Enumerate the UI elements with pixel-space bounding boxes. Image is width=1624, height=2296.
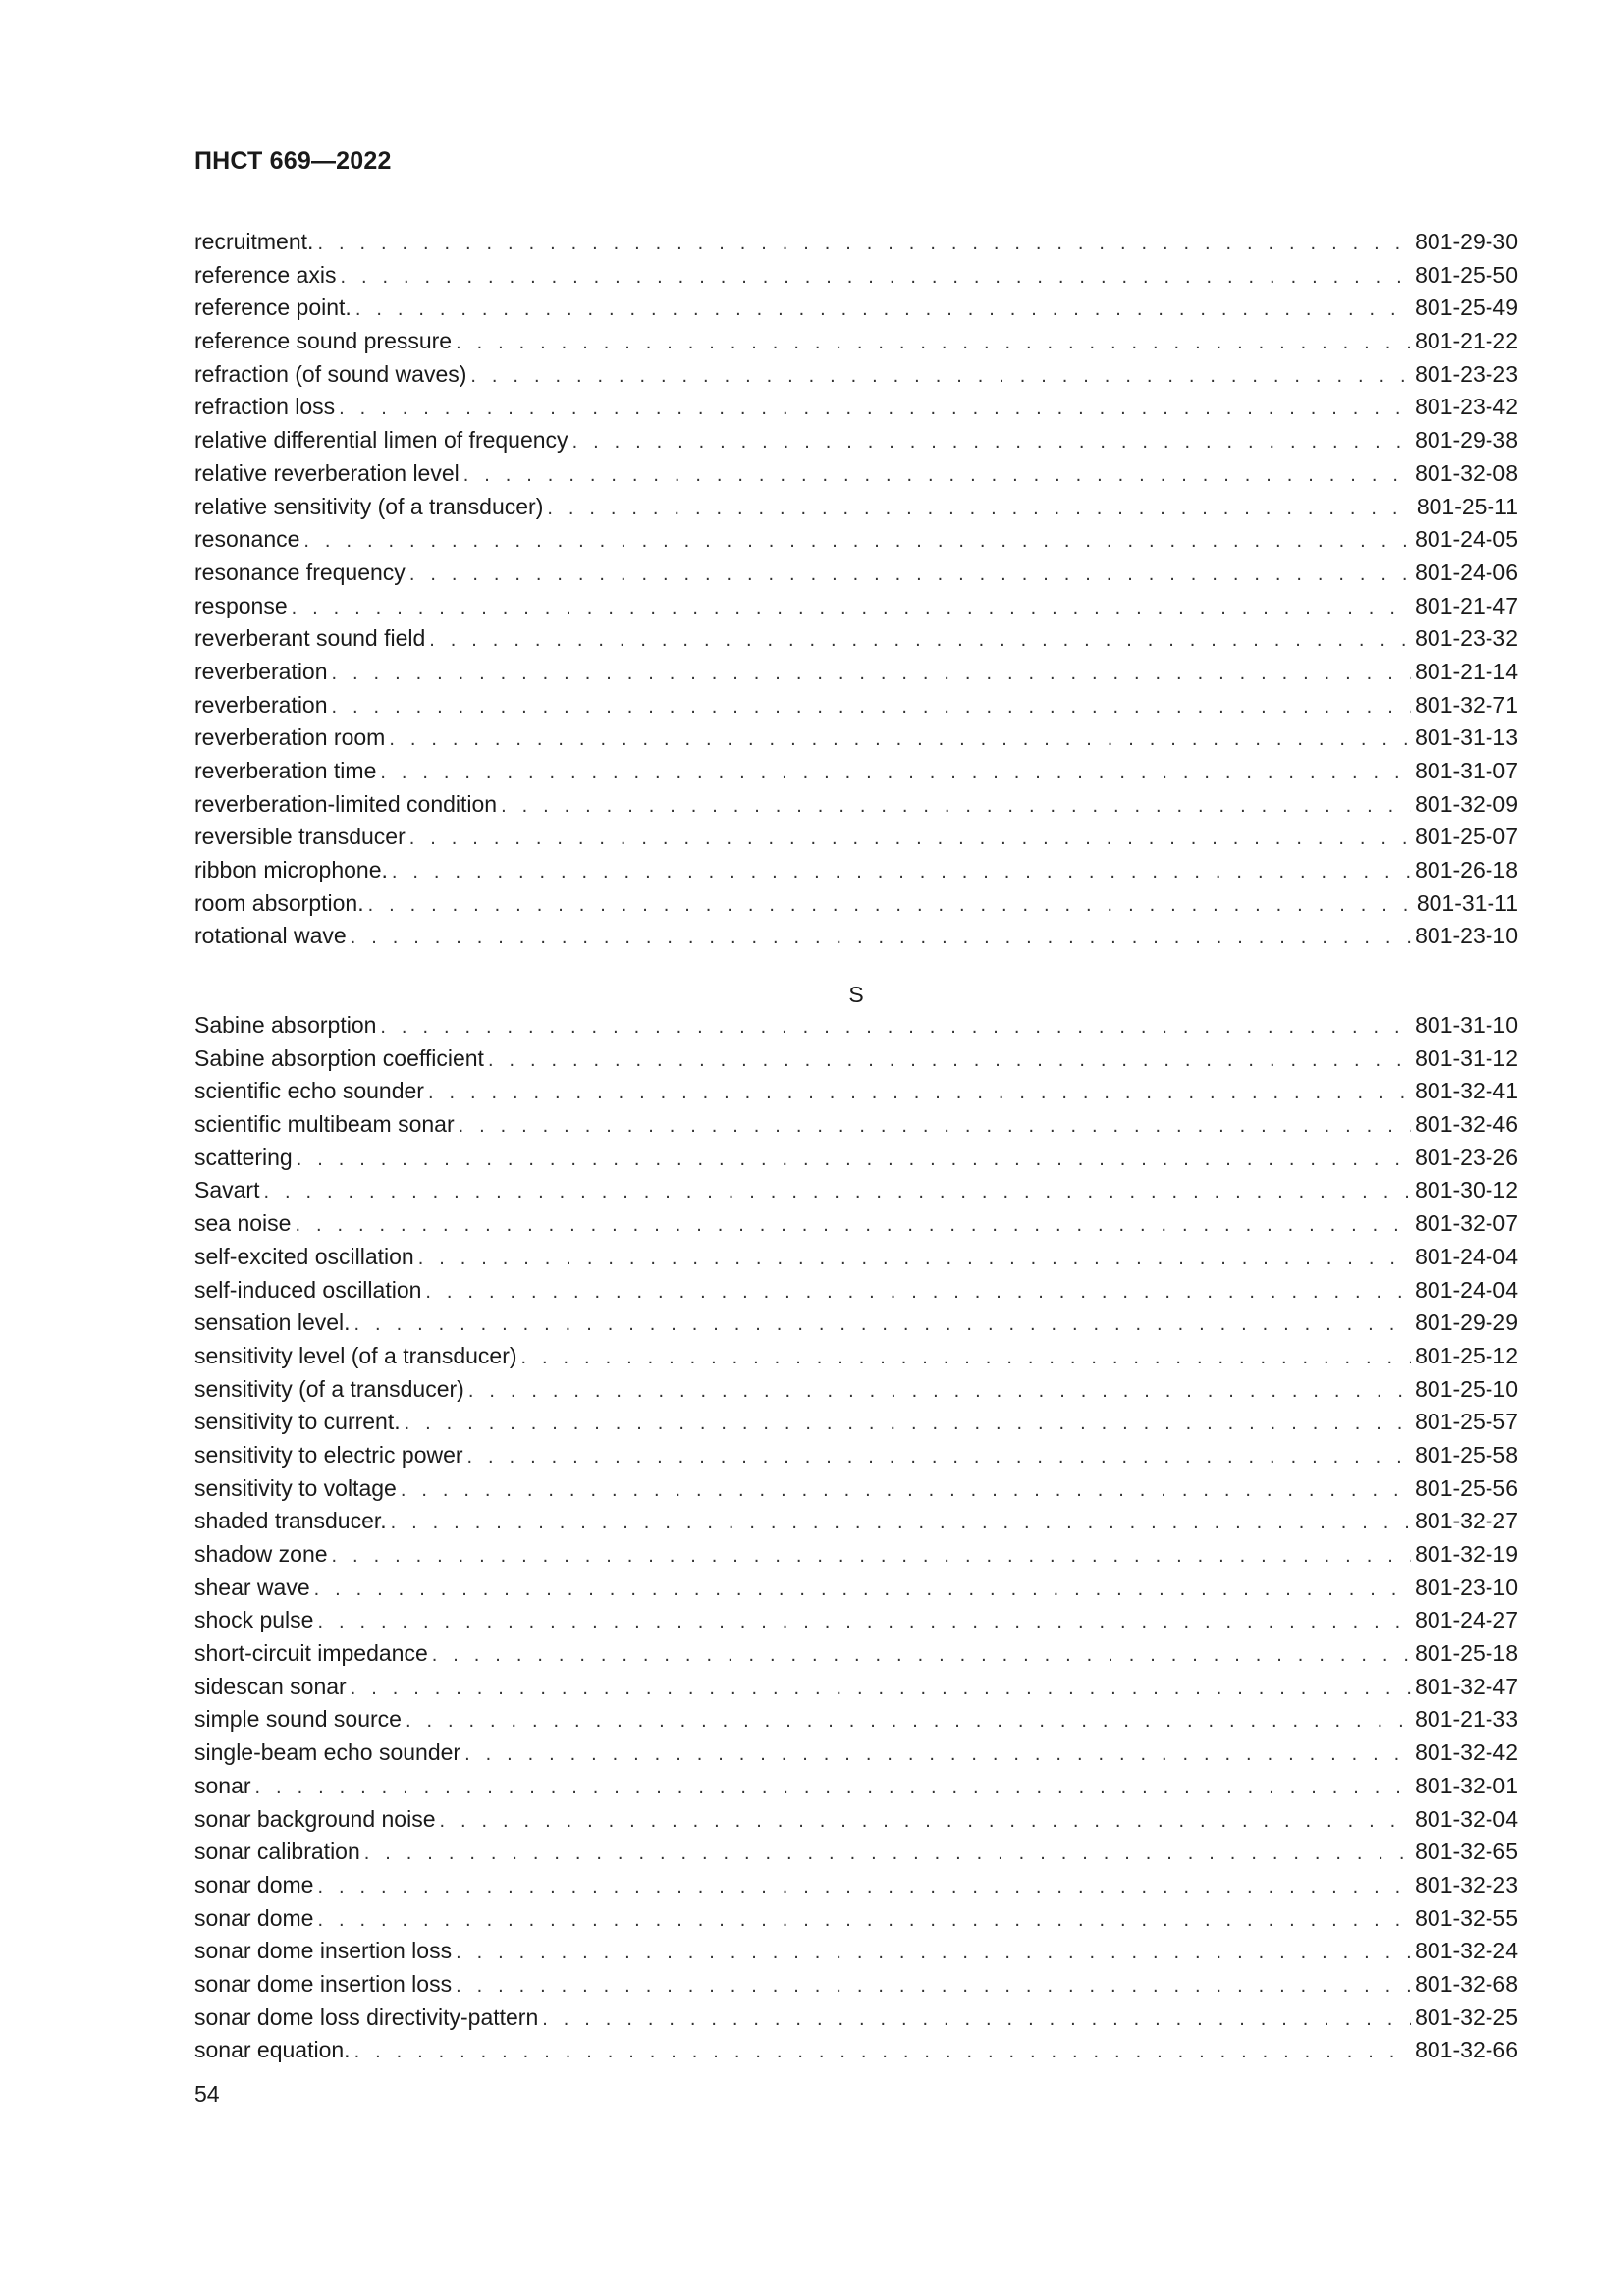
index-reference-number: 801-32-25 bbox=[1415, 2003, 1518, 2030]
index-entry bbox=[194, 1902, 1518, 1936]
index-reference-number: 801-32-66 bbox=[1415, 2037, 1518, 2063]
index-term: relative differential limen of frequency bbox=[194, 427, 568, 454]
index-reference-number: 801-31-11 bbox=[1416, 889, 1518, 916]
index-entry bbox=[194, 590, 1518, 623]
index-term: sonar calibration bbox=[194, 1839, 360, 1865]
index-term: sea noise bbox=[194, 1210, 292, 1237]
dot-leader bbox=[418, 1243, 1411, 1276]
index-reference-number: 801-32-09 bbox=[1415, 790, 1518, 817]
index-term: short-circuit impedance bbox=[194, 1640, 428, 1667]
dot-leader bbox=[406, 1705, 1411, 1738]
index-term: relative sensitivity (of a transducer) bbox=[194, 493, 544, 519]
index-term: reverberation bbox=[194, 691, 328, 718]
index-entry bbox=[194, 1142, 1518, 1175]
index-section-r bbox=[194, 226, 1518, 953]
index-reference-number: 801-31-07 bbox=[1415, 758, 1518, 783]
index-entry bbox=[194, 1042, 1518, 1076]
dot-leader bbox=[368, 889, 1413, 923]
index-term: sonar dome bbox=[194, 1904, 314, 1931]
index-term: reverberation bbox=[194, 658, 328, 684]
index-term: sonar dome insertion loss bbox=[194, 1970, 453, 1997]
index-reference-number: 801-32-68 bbox=[1415, 1970, 1518, 1997]
index-entry bbox=[194, 887, 1518, 921]
dot-leader bbox=[317, 1606, 1411, 1639]
dot-leader bbox=[501, 790, 1411, 824]
index-term: sensitivity to current. bbox=[194, 1409, 401, 1435]
index-entry bbox=[194, 656, 1518, 689]
index-entry bbox=[194, 689, 1518, 722]
index-entry bbox=[194, 920, 1518, 953]
index-entry bbox=[194, 1770, 1518, 1803]
index-reference-number: 801-23-23 bbox=[1415, 360, 1518, 387]
index-reference-number: 801-32-04 bbox=[1415, 1805, 1518, 1832]
index-entry bbox=[194, 1671, 1518, 1704]
dot-leader bbox=[440, 1805, 1412, 1839]
index-term: sonar dome insertion loss bbox=[194, 1938, 453, 1964]
dot-leader bbox=[317, 228, 1411, 261]
index-entry bbox=[194, 1637, 1518, 1671]
index-entry bbox=[194, 1307, 1518, 1340]
dot-leader bbox=[456, 1970, 1411, 2003]
index-entry bbox=[194, 1274, 1518, 1308]
index-term: sonar equation. bbox=[194, 2037, 351, 2063]
index-entry bbox=[194, 1968, 1518, 2002]
index-reference-number: 801-25-12 bbox=[1415, 1342, 1518, 1368]
index-entry bbox=[194, 1538, 1518, 1572]
index-entry bbox=[194, 557, 1518, 590]
dot-leader bbox=[354, 2036, 1412, 2069]
dot-leader bbox=[332, 658, 1412, 691]
index-term: recruitment. bbox=[194, 229, 314, 254]
dot-leader bbox=[380, 757, 1411, 790]
index-entry bbox=[194, 2002, 1518, 2035]
index-reference-number: 801-32-01 bbox=[1415, 1772, 1518, 1798]
index-reference-number: 801-21-47 bbox=[1415, 592, 1518, 618]
index-entry bbox=[194, 259, 1518, 293]
index-entry bbox=[194, 1340, 1518, 1373]
index-reference-number: 801-32-24 bbox=[1415, 1938, 1518, 1964]
dot-leader bbox=[255, 1772, 1412, 1805]
index-reference-number: 801-26-18 bbox=[1415, 857, 1518, 883]
index-reference-number: 801-32-27 bbox=[1415, 1508, 1518, 1534]
dot-leader bbox=[468, 1375, 1411, 1409]
index-term: scientific echo sounder bbox=[194, 1078, 424, 1104]
index-term: reverberation time bbox=[194, 758, 377, 783]
index-term: scattering bbox=[194, 1144, 293, 1170]
index-reference-number: 801-23-10 bbox=[1415, 923, 1518, 949]
dot-leader bbox=[425, 1276, 1411, 1309]
index-term: sensitivity (of a transducer) bbox=[194, 1375, 464, 1402]
index-entry bbox=[194, 755, 1518, 788]
index-reference-number: 801-32-41 bbox=[1415, 1078, 1518, 1104]
index-entry bbox=[194, 1604, 1518, 1637]
index-reference-number: 801-25-56 bbox=[1415, 1474, 1518, 1501]
dot-leader bbox=[303, 525, 1411, 559]
index-entry bbox=[194, 457, 1518, 491]
index-entry bbox=[194, 1869, 1518, 1902]
index-term: sensitivity to voltage bbox=[194, 1474, 397, 1501]
dot-leader bbox=[389, 723, 1411, 757]
index-entry bbox=[194, 292, 1518, 325]
dot-leader bbox=[488, 1044, 1411, 1078]
index-entry bbox=[194, 226, 1518, 259]
dot-leader bbox=[380, 1011, 1411, 1044]
dot-leader bbox=[547, 493, 1412, 526]
index-reference-number: 801-25-57 bbox=[1415, 1409, 1518, 1435]
dot-leader bbox=[409, 823, 1411, 856]
index-entry bbox=[194, 1241, 1518, 1274]
dot-leader bbox=[405, 1408, 1412, 1441]
dot-leader bbox=[292, 592, 1412, 625]
index-term: response bbox=[194, 592, 288, 618]
index-term: scientific multibeam sonar bbox=[194, 1111, 455, 1138]
dot-leader bbox=[317, 1871, 1411, 1904]
index-entry bbox=[194, 1935, 1518, 1968]
index-entry bbox=[194, 1472, 1518, 1506]
dot-leader bbox=[355, 294, 1411, 327]
index-term: Sabine absorption bbox=[194, 1012, 377, 1038]
dot-leader bbox=[332, 691, 1412, 724]
index-reference-number: 801-30-12 bbox=[1415, 1177, 1518, 1203]
index-term: sonar dome bbox=[194, 1871, 314, 1897]
index-term: ribbon microphone. bbox=[194, 857, 388, 883]
page-number: 54 bbox=[194, 2081, 220, 2107]
dot-leader bbox=[409, 559, 1411, 592]
index-term: reference axis bbox=[194, 261, 337, 288]
index-entry bbox=[194, 1373, 1518, 1407]
index-term: resonance frequency bbox=[194, 559, 406, 585]
index-term: sidescan sonar bbox=[194, 1673, 347, 1699]
index-entry bbox=[194, 1108, 1518, 1142]
index-reference-number: 801-21-33 bbox=[1415, 1706, 1518, 1733]
index-term: reverberation-limited condition bbox=[194, 790, 498, 817]
index-term: shaded transducer. bbox=[194, 1508, 387, 1534]
index-reference-number: 801-25-11 bbox=[1416, 493, 1518, 519]
index-entry bbox=[194, 622, 1518, 656]
dot-leader bbox=[392, 856, 1411, 889]
index-term: shear wave bbox=[194, 1574, 310, 1600]
index-entry bbox=[194, 424, 1518, 457]
index-entry bbox=[194, 1803, 1518, 1837]
index-term: self-induced oscillation bbox=[194, 1276, 422, 1303]
index-term: sonar dome loss directivity-pattern bbox=[194, 2003, 539, 2030]
index-reference-number: 801-25-49 bbox=[1415, 294, 1518, 321]
index-entry bbox=[194, 854, 1518, 887]
dot-leader bbox=[332, 1540, 1412, 1574]
index-reference-number: 801-29-30 bbox=[1415, 229, 1518, 254]
dot-leader bbox=[432, 1639, 1411, 1673]
index-term: reversible transducer bbox=[194, 824, 406, 850]
index-term: refraction loss bbox=[194, 394, 336, 420]
dot-leader bbox=[364, 1838, 1411, 1871]
index-term: reverberant sound field bbox=[194, 625, 426, 652]
dot-leader bbox=[317, 1904, 1411, 1938]
index-reference-number: 801-23-10 bbox=[1415, 1574, 1518, 1600]
index-term: reverberation room bbox=[194, 724, 386, 751]
index-reference-number: 801-32-42 bbox=[1415, 1739, 1518, 1766]
index-term: resonance bbox=[194, 526, 300, 553]
index-entry bbox=[194, 1736, 1518, 1770]
index-reference-number: 801-24-04 bbox=[1415, 1243, 1518, 1269]
index-term: shadow zone bbox=[194, 1541, 328, 1567]
index-reference-number: 801-24-27 bbox=[1415, 1607, 1518, 1633]
index-reference-number: 801-29-29 bbox=[1415, 1309, 1518, 1336]
index-reference-number: 801-32-07 bbox=[1415, 1210, 1518, 1237]
dot-leader bbox=[572, 426, 1412, 459]
index-term: relative reverberation level bbox=[194, 459, 460, 486]
index-entry bbox=[194, 2034, 1518, 2067]
dot-leader bbox=[354, 1308, 1412, 1342]
index-term: self-excited oscillation bbox=[194, 1243, 414, 1269]
dot-leader bbox=[428, 1077, 1411, 1110]
index-reference-number: 801-25-07 bbox=[1415, 824, 1518, 850]
index-term: refraction (of sound waves) bbox=[194, 360, 467, 387]
index-entry bbox=[194, 1009, 1518, 1042]
index-entry bbox=[194, 1836, 1518, 1869]
index-reference-number: 801-32-23 bbox=[1415, 1871, 1518, 1897]
dot-leader bbox=[429, 624, 1411, 658]
index-entry bbox=[194, 1703, 1518, 1736]
index-term: single-beam echo sounder bbox=[194, 1739, 461, 1766]
index-reference-number: 801-25-50 bbox=[1415, 261, 1518, 288]
index-reference-number: 801-31-12 bbox=[1415, 1044, 1518, 1071]
index-entry bbox=[194, 1075, 1518, 1108]
dot-leader bbox=[314, 1574, 1412, 1607]
dot-leader bbox=[295, 1209, 1411, 1243]
index-term: sensation level. bbox=[194, 1309, 351, 1336]
dot-leader bbox=[459, 1110, 1412, 1144]
index-term: simple sound source bbox=[194, 1706, 402, 1733]
index-term: Savart bbox=[194, 1177, 260, 1203]
index-reference-number: 801-31-10 bbox=[1415, 1012, 1518, 1038]
index-entry bbox=[194, 523, 1518, 557]
dot-leader bbox=[351, 1673, 1411, 1706]
index-reference-number: 801-32-08 bbox=[1415, 459, 1518, 486]
index-entry bbox=[194, 1207, 1518, 1241]
index-entry bbox=[194, 788, 1518, 822]
index-entry bbox=[194, 1439, 1518, 1472]
index-reference-number: 801-32-19 bbox=[1415, 1541, 1518, 1567]
index-entry bbox=[194, 391, 1518, 424]
index-reference-number: 801-24-04 bbox=[1415, 1276, 1518, 1303]
index-reference-number: 801-32-55 bbox=[1415, 1904, 1518, 1931]
index-reference-number: 801-32-46 bbox=[1415, 1111, 1518, 1138]
section-letter-s: S bbox=[848, 982, 864, 1007]
dot-leader bbox=[391, 1507, 1412, 1540]
index-entry bbox=[194, 358, 1518, 392]
index-term: shock pulse bbox=[194, 1607, 314, 1633]
index-reference-number: 801-21-14 bbox=[1415, 658, 1518, 684]
index-term: sonar background noise bbox=[194, 1805, 436, 1832]
index-reference-number: 801-23-26 bbox=[1415, 1144, 1518, 1170]
index-reference-number: 801-24-05 bbox=[1415, 526, 1518, 553]
dot-leader bbox=[339, 393, 1411, 426]
index-term: Sabine absorption coefficient bbox=[194, 1044, 484, 1071]
index-term: sonar bbox=[194, 1772, 251, 1798]
dot-leader bbox=[470, 360, 1411, 394]
index-section-s bbox=[194, 1009, 1518, 2067]
index-reference-number: 801-23-42 bbox=[1415, 394, 1518, 420]
index-term: sensitivity level (of a transducer) bbox=[194, 1342, 517, 1368]
index-reference-number: 801-23-32 bbox=[1415, 625, 1518, 652]
index-entry bbox=[194, 1406, 1518, 1439]
index-entry bbox=[194, 1572, 1518, 1605]
dot-leader bbox=[263, 1176, 1411, 1209]
index-reference-number: 801-25-10 bbox=[1415, 1375, 1518, 1402]
index-term: reference point. bbox=[194, 294, 352, 321]
index-entry bbox=[194, 721, 1518, 755]
document-header: ПНСТ 669—2022 bbox=[194, 147, 392, 175]
dot-leader bbox=[456, 1937, 1411, 1970]
index-entry bbox=[194, 821, 1518, 854]
index-entry bbox=[194, 1174, 1518, 1207]
index-reference-number: 801-29-38 bbox=[1415, 427, 1518, 454]
index-reference-number: 801-32-65 bbox=[1415, 1839, 1518, 1865]
dot-leader bbox=[463, 459, 1411, 493]
dot-leader bbox=[464, 1738, 1411, 1772]
index-reference-number: 801-25-18 bbox=[1415, 1640, 1518, 1667]
index-reference-number: 801-24-06 bbox=[1415, 559, 1518, 585]
dot-leader bbox=[340, 261, 1411, 294]
index-term: room absorption. bbox=[194, 889, 364, 916]
dot-leader bbox=[351, 922, 1411, 955]
index-term: reference sound pressure bbox=[194, 328, 453, 354]
index-entry bbox=[194, 1505, 1518, 1538]
index-reference-number: 801-25-58 bbox=[1415, 1441, 1518, 1468]
index-term: rotational wave bbox=[194, 923, 347, 949]
index-reference-number: 801-21-22 bbox=[1415, 328, 1518, 354]
index-entry bbox=[194, 491, 1518, 524]
dot-leader bbox=[401, 1474, 1411, 1508]
index-reference-number: 801-31-13 bbox=[1415, 724, 1518, 751]
dot-leader bbox=[467, 1441, 1412, 1474]
index-term: sensitivity to electric power bbox=[194, 1441, 463, 1468]
index-reference-number: 801-32-47 bbox=[1415, 1673, 1518, 1699]
index-reference-number: 801-32-71 bbox=[1415, 691, 1518, 718]
index-entry bbox=[194, 325, 1518, 358]
dot-leader bbox=[297, 1144, 1411, 1177]
dot-leader bbox=[542, 2003, 1411, 2037]
dot-leader bbox=[521, 1342, 1412, 1375]
dot-leader bbox=[456, 327, 1411, 360]
